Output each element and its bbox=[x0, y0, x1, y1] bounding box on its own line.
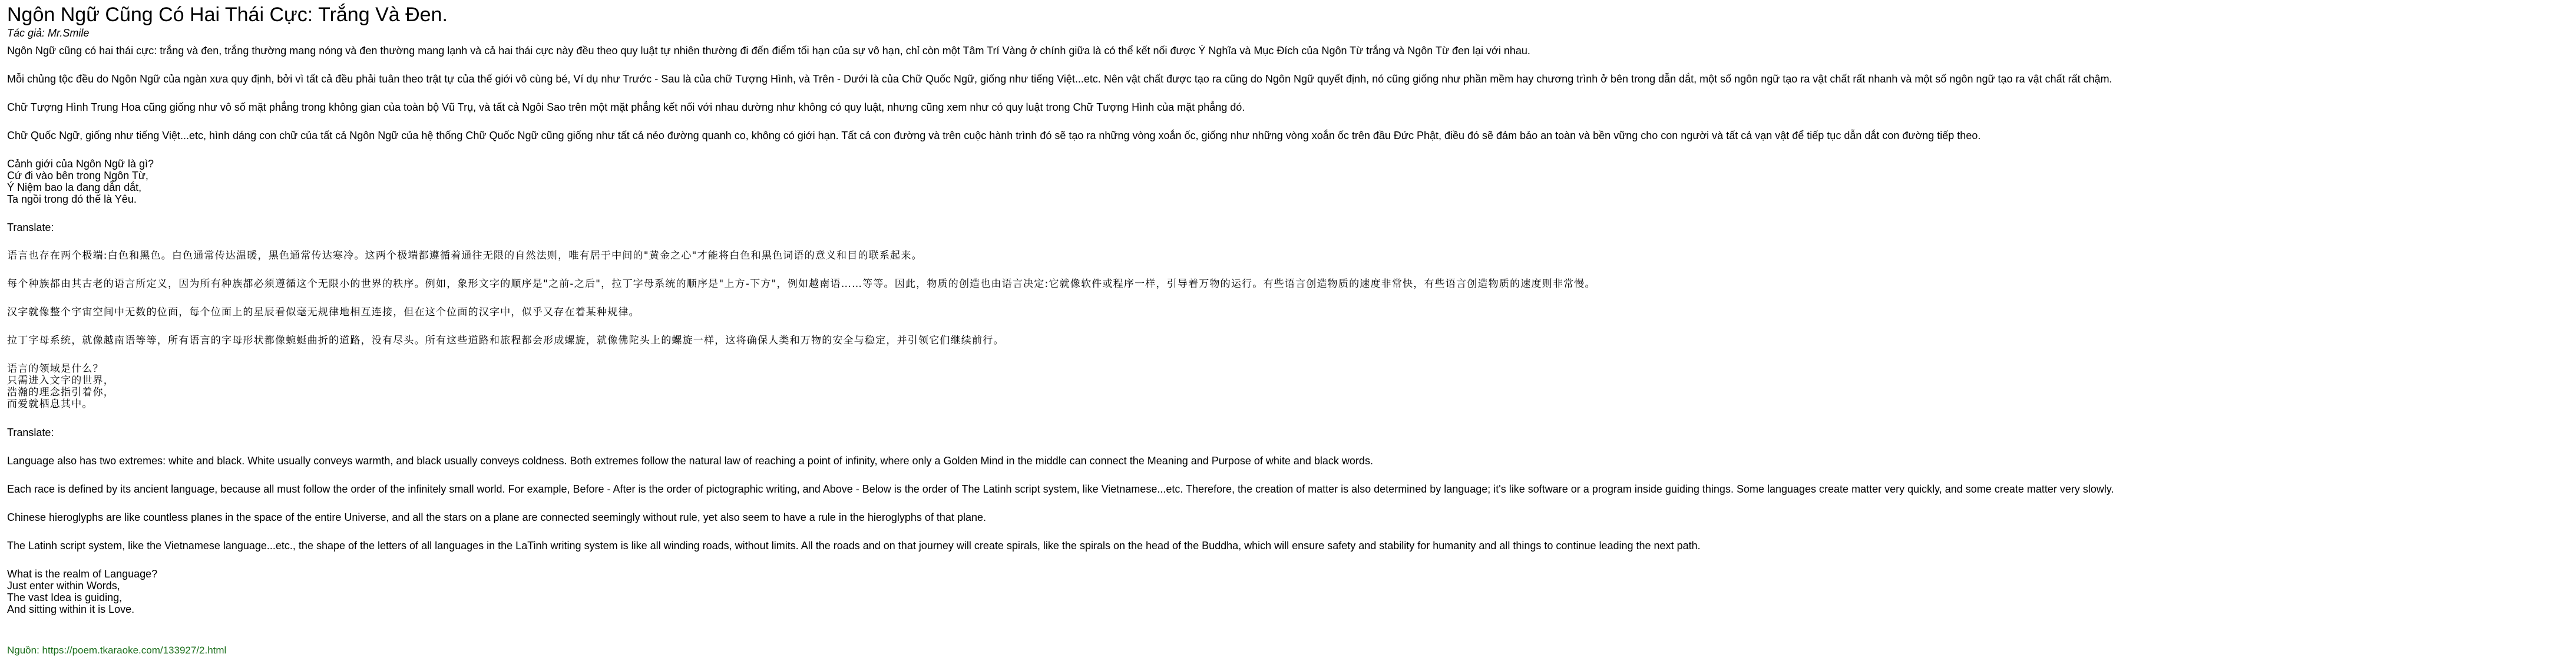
zh-paragraph-2: 每个种族都由其古老的语言所定义，因为所有种族都必须遵循这个无限小的世界的秩序。例如，象形文字的顺序是"之前-之后"，拉丁字母系统的顺序是"上方-下方"，例如越南语……等等。因此，物质的创造也由语言决定:它就像软件或程序一样，引导着万物的运行。有些语言创造物质的速度非常快，有些语言创造物质的速度则非常慢。 bbox=[7, 278, 1596, 290]
vi-paragraph-1: Ngôn Ngữ cũng có hai thái cực: trắng và đen, trắng thường mang nóng và đen thường mang lạnh và cả hai thái cực này đều theo quy luật tự nhiên thường đi đến điểm tối hạn của sự vô hạn, chỉ còn một Tâm Trí Vàng ở chính giữa là có thể kết nối được Ý Nghĩa và Mục Đích của Ngôn Từ trắng và Ngôn Từ đen lại với nhau. bbox=[7, 45, 1530, 57]
poem-line: Cảnh giới của Ngôn Ngữ là gì? bbox=[7, 158, 154, 170]
poem-line: 而爱就栖息其中。 bbox=[7, 398, 93, 410]
en-paragraph-1: Language also has two extremes: white and black. White usually conveys warmth, and black usually conveys coldness. Both extremes follow the natural law of reaching a point of infinity, where only a Golden Mind in the middle can connect the Meaning and Purpose of white and black words. bbox=[7, 455, 1373, 467]
author-line: Tác giả: Mr.Smile bbox=[7, 27, 90, 39]
en-paragraph-2: Each race is defined by its ancient language, because all must follow the order of the infinitely small world. For example, Before - After is the order of pictographic writing, and Above - Below is the order of The Latinh script system, like Vietnamese...etc. Therefore, the creation of matter is also determined by language; it's like software or a program inside guiding things. Some languages create matter very quickly, and some create matter very slowly. bbox=[7, 483, 2114, 495]
poem-line: Ý Niệm bao la đang dẫn dắt, bbox=[7, 181, 142, 193]
vi-paragraph-2: Mỗi chủng tộc đều do Ngôn Ngữ của ngàn xưa quy định, bởi vì tất cả đều phải tuân theo trật tự của thế giới vô cùng bé, Ví dụ như Trước - Sau là của chữ Tượng Hình, và Trên - Dưới là của Chữ Quốc Ngữ, giống như tiếng Việt...etc. Nên vật chất được tạo ra cũng do Ngôn Ngữ quyết định, nó cũng giống như phần mềm hay chương trình ở bên trong dẫn dắt, một số ngôn ngữ tạo ra vật chất rất nhanh và một số ngôn ngữ tạo ra vật chất rất chậm. bbox=[7, 73, 2112, 85]
zh-poem bbox=[7, 363, 2569, 410]
en-paragraph-4: The Latinh script system, like the Vietnamese language...etc., the shape of the letters of all languages in the LaTinh writing system is like all winding roads, without limits. All the roads and on that journey will create spirals, like the spirals on the head of the Buddha, which will ensure safety and stability for humanity and all things to continue leading the next path. bbox=[7, 540, 1701, 552]
translate-label: Translate: bbox=[7, 427, 54, 438]
source-line[interactable] bbox=[7, 645, 226, 656]
poem-line: 只需进入文字的世界， bbox=[7, 375, 114, 387]
en-paragraph-3: Chinese hieroglyphs are like countless planes in the space of the entire Universe, and all the stars on a plane are connected seemingly without rule, yet also seem to have a rule in the hieroglyphs of that plane. bbox=[7, 511, 986, 523]
poem-line: 浩瀚的理念指引着你， bbox=[7, 387, 114, 398]
poem-line: Cứ đi vào bên trong Ngôn Từ, bbox=[7, 170, 148, 181]
poem-line: Just enter within Words, bbox=[7, 580, 120, 592]
poem-line: And sitting within it is Love. bbox=[7, 603, 135, 615]
poem-line: 语言的领域是什么？ bbox=[7, 363, 104, 375]
poem-line: The vast Idea is guiding, bbox=[7, 592, 123, 603]
page-title: Ngôn Ngữ Cũng Có Hai Thái Cực: Trắng Và Đen. bbox=[7, 4, 448, 26]
zh-paragraph-3: 汉字就像整个宇宙空间中无数的位面，每个位面上的星辰看似毫无规律地相互连接，但在这个位面的汉字中，似乎又存在着某种规律。 bbox=[7, 306, 640, 318]
translate-label: Translate: bbox=[7, 222, 54, 233]
vi-paragraph-3: Chữ Tượng Hình Trung Hoa cũng giống như vô số mặt phẳng trong không gian của toàn bộ Vũ Trụ, và tất cả Ngôi Sao trên một mặt phẳng kết nối với nhau dường như không có quy luật, nhưng cũng xem như có quy luật trong Chữ Tượng Hình của mặt phẳng đó. bbox=[7, 101, 1245, 113]
source-link[interactable]: Nguồn: https://poem.tkaraoke.com/133927/2.html bbox=[7, 645, 227, 656]
vi-paragraph-4: Chữ Quốc Ngữ, giống như tiếng Việt...etc, hình dáng con chữ của tất cả Ngôn Ngữ của hệ thống Chữ Quốc Ngữ cũng giống như tất cả nẻo đường quanh co, không có giới hạn. Tất cả con đường và trên cuộc hành trình đó sẽ tạo ra những vòng xoắn ốc, giống như những vòng xoắn ốc trên đầu Đức Phật, điều đó sẽ đảm bảo an toàn và bền vững cho con người và tất cả vạn vật để tiếp tục dẫn dắt con đường tiếp theo. bbox=[7, 130, 1981, 141]
zh-paragraph-4: 拉丁字母系统，就像越南语等等，所有语言的字母形状都像蜿蜒曲折的道路，没有尽头。所有这些道路和旅程都会形成螺旋，就像佛陀头上的螺旋一样，这将确保人类和万物的安全与稳定，并引领它们继续前行。 bbox=[7, 335, 1004, 346]
zh-paragraph-1: 语言也存在两个极端:白色和黑色。白色通常传达温暖，黑色通常传达寒冷。这两个极端都遵循着通往无限的自然法则，唯有居于中间的"黄金之心"才能将白色和黑色词语的意义和目的联系起来。 bbox=[7, 250, 922, 262]
poem-line: What is the realm of Language? bbox=[7, 568, 158, 580]
poem-line: Ta ngồi trong đó thế là Yêu. bbox=[7, 193, 137, 205]
vi-poem bbox=[7, 158, 2569, 205]
en-poem bbox=[7, 568, 2569, 615]
